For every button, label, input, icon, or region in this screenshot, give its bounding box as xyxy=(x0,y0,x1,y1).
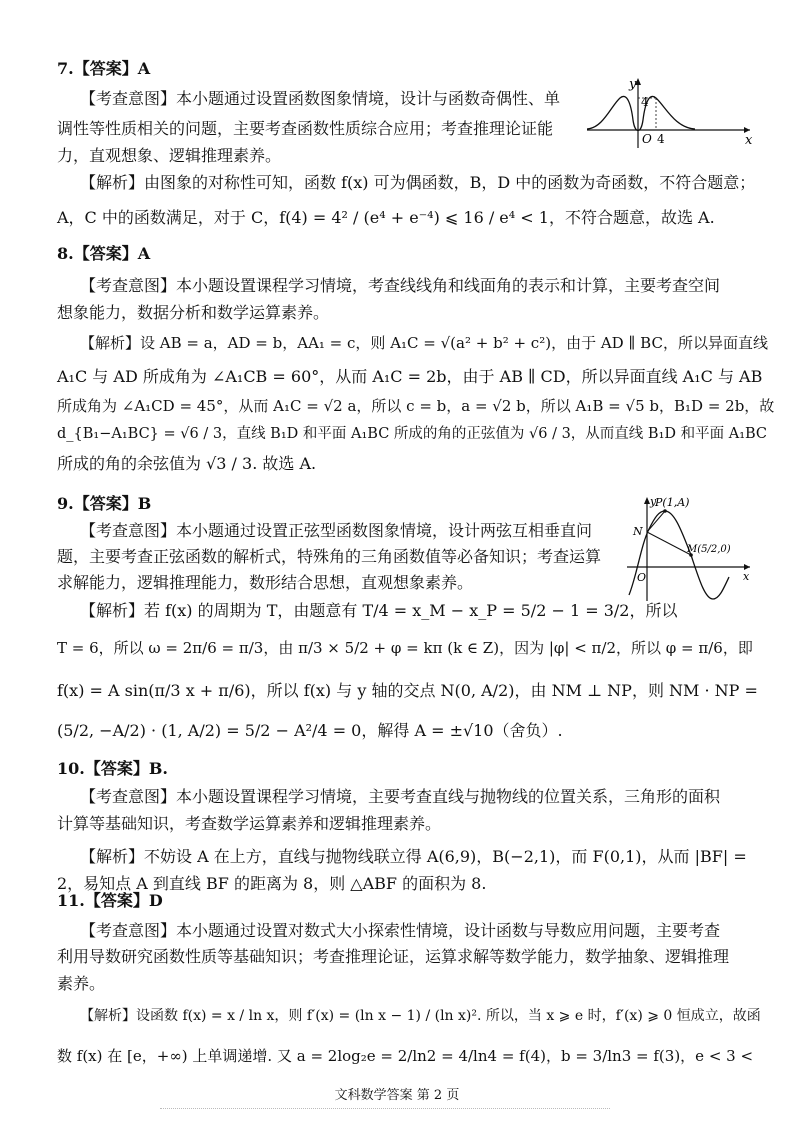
point-P-label: P(1,A) xyxy=(655,496,690,509)
q8-sol-3: 所成角为 ∠A₁CD = 45°，从而 A₁C = √2 a，所以 c = b，a = √2 b，所以 A₁B = √5 b，B₁D = 2b，故 xyxy=(57,397,775,415)
q8-sol-5: 所成的角的余弦值为 √3 / 3. 故选 A. xyxy=(57,454,317,473)
q8-sol-1: 【解析】设 AB = a，AD = b，AA₁ = c，则 A₁C = √(a² + b² + c²)，由于 AD ∥ BC，所以异面直线 xyxy=(80,334,768,352)
q9-intent-1: 【考查意图】本小题通过设置正弦型函数图象情境，设计两弦互相垂直问 xyxy=(80,521,593,540)
page-footer: 文科数学答案 第 2 页 xyxy=(334,1088,460,1103)
segment-NM xyxy=(647,532,691,555)
origin-label: O xyxy=(637,571,647,584)
q7-sol-2: A，C 中的函数满足，对于 C，f(4) = 4² / (e⁴ + e⁻⁴) ⩽ 16 / e⁴ < 1，不符合题意，故选 A. xyxy=(57,208,715,227)
x-axis-label: x xyxy=(743,570,750,583)
point-N-label: N xyxy=(633,525,643,538)
q8-sol-2: A₁C 与 AD 所成角为 ∠A₁CB = 60°，从而 A₁C = 2b，由于 AB ∥ CD，所以异面直线 A₁C 与 AB xyxy=(57,367,763,386)
sine-curve xyxy=(629,511,729,599)
q8-intent-2: 想象能力，数据分析和数学运算素养。 xyxy=(57,303,330,322)
q8-sol-4: d_{B₁−A₁BC} = √6 / 3，直线 B₁D 和平面 A₁BC 所成的角的正弦值为 √6 / 3，从而直线 B₁D 和平面 A₁BC xyxy=(57,426,768,442)
q11-sol-2: 数 f(x) 在 [e，+∞) 上单调递增. 又 a = 2log₂e = 2/ln2 = 4/ln4 = f(4)，b = 3/ln3 = f(3)，e < 3 < xyxy=(57,1047,754,1065)
q7-intent-1: 【考查意图】本小题通过设置函数图象情境，设计与函数奇偶性、单 xyxy=(80,89,561,108)
q10-sol-1: 【解析】不妨设 A 在上方，直线与抛物线联立得 A(6,9)，B(−2,1)，而 F(0,1)，从而 |BF| = xyxy=(80,847,747,866)
y-tick-label: 4 xyxy=(641,95,649,109)
q7-intent-3: 力，直观想象、逻辑推理素养。 xyxy=(57,146,282,165)
q11-intent-2: 利用导数研究函数性质等基础知识；考查推理论证，运算求解等数学能力，数学抽象、逻辑推理 xyxy=(57,947,730,966)
q9-sol-3: f(x) = A sin(π/3 x + π/6)，所以 f(x) 与 y 轴的交点 N(0, A/2)，由 NM ⊥ NP，则 NM · NP = xyxy=(57,681,758,700)
x-axis-label: x xyxy=(745,133,753,148)
q11-intent-1: 【考查意图】本小题通过设置对数式大小探索性情境，设计函数与导数应用问题，主要考查 xyxy=(80,921,721,940)
y-axis-label: y xyxy=(629,77,637,92)
q9-sine-graph xyxy=(625,495,755,605)
q9-sol-4: (5/2, −A/2) · (1, A/2) = 5/2 − A²/4 = 0，解得 A = ±√10（舍负）. xyxy=(57,721,563,740)
y-axis-label: y xyxy=(650,495,657,508)
q10-sol-2: 2，易知点 A 到直线 BF 的距离为 8，则 △ABF 的面积为 8. xyxy=(57,874,487,893)
point-M-label: M(5/2,0) xyxy=(687,544,731,555)
x-tick-label: 4 xyxy=(657,132,665,146)
q11-intent-3: 素养。 xyxy=(57,974,106,993)
q7-function-graph xyxy=(585,76,755,151)
q10-ans: 10.【答案】B. xyxy=(57,759,168,778)
q8-ans: 8.【答案】A xyxy=(57,244,151,263)
q9-sol-1: 【解析】若 f(x) 的周期为 T，由题意有 T/4 = x_M − x_P = 5/2 − 1 = 3/2，所以 xyxy=(80,601,678,620)
origin-label: O xyxy=(642,132,652,146)
q8-intent-1: 【考查意图】本小题设置课程学习情境，考查线线角和线面角的表示和计算，主要考查空间 xyxy=(80,276,721,295)
q7-intent-2: 调性等性质相关的问题，主要考查函数性质综合应用；考查推理论证能 xyxy=(57,119,554,138)
q10-intent-2: 计算等基础知识，考查数学运算素养和逻辑推理素养。 xyxy=(57,814,442,833)
q11-ans: 11.【答案】D xyxy=(57,891,163,910)
q10-intent-1: 【考查意图】本小题设置课程学习情境，主要考查直线与抛物线的位置关系，三角形的面积 xyxy=(80,787,721,806)
segment-NP xyxy=(647,511,665,532)
q11-sol-1: 【解析】设函数 f(x) = x / ln x，则 f′(x) = (ln x − 1) / (ln x)². 所以，当 x ⩾ e 时，f′(x) ⩾ 0 恒成立，故函 xyxy=(80,1008,761,1024)
q9-ans: 9.【答案】B xyxy=(57,494,152,513)
q9-intent-2: 题，主要考查正弦函数的解析式，特殊角的三角函数值等必备知识；考查运算 xyxy=(57,547,602,566)
q9-intent-3: 求解能力，逻辑推理能力，数形结合思想，直观想象素养。 xyxy=(57,573,474,592)
point-P xyxy=(663,509,667,513)
q7-sol-1: 【解析】由图象的对称性可知，函数 f(x) 可为偶函数，B，D 中的函数为奇函数，不符合题意； xyxy=(80,173,756,192)
q9-sol-2: T = 6，所以 ω = 2π/6 = π/3，由 π/3 × 5/2 + φ = kπ (k ∈ Z)，因为 |φ| < π/2，所以 φ = π/6，即 xyxy=(57,639,753,657)
q7-ans: 7.【答案】A xyxy=(57,59,151,78)
footer-rule xyxy=(160,1108,610,1109)
